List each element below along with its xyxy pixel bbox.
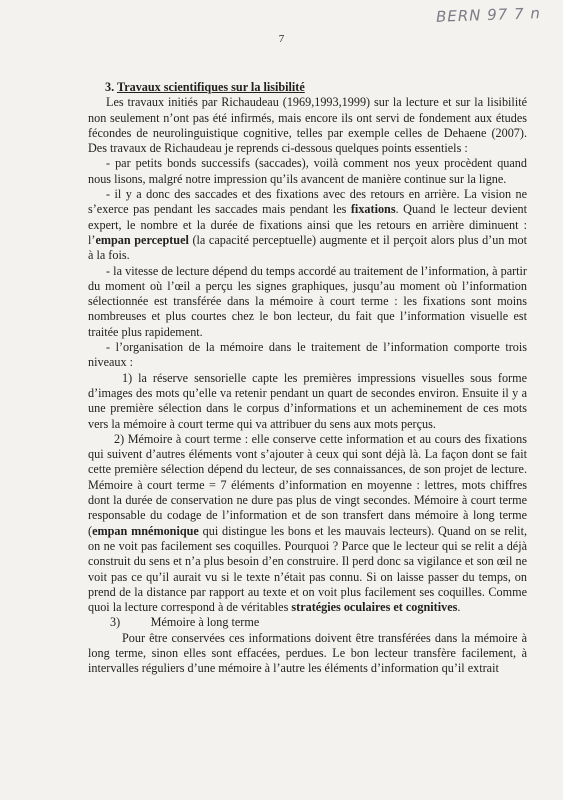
bullet-memory-organisation: - l’organisation de la mémoire dans le traitement de l’information comporte trois niveaux : (88, 340, 527, 370)
document-body (88, 80, 527, 677)
handwritten-annotation: BERN 97 7 n (435, 4, 542, 26)
level-2-short-term-memory: 2) Mémoire à court terme : elle conserve cette information et au cours des fixations qui suivent d’autres éléments vont s’ajouter à ceux qui sont déjà là. La façon dont se fait cette première sélection dépend du lecteur, de ses connaissances, de son projet de lecture. Mémoire à court terme = 7 éléments d’information en moyenne : lettres, mots chiffres dont la durée de conservation ne dure pas plus de vingt secondes. Mémoire à court terme responsable du codage de l’information et de son transfert dans mémoire à long terme (empan mnémonique qui distingue les bons et les mauvais lecteurs). Quand on se relit, on ne voit pas facilement ses coquilles. Pourquoi ? Parce que le lecteur qui se relit a déjà construit du sens et n’a plus besoin d’en construire. Il perd donc sa vigilance et son œil ne voit pas ce qu’il aurait vu si le texte n’était pas connu. Si on laisse passer du temps, on prend de la distance par rapport au texte et on voit plus facilement ses coquilles. Comme quoi la lecture correspond à de véritables stratégies oculaires et cognitives. (88, 431, 527, 615)
term-fixations: fixations (350, 202, 396, 217)
term-empan-mnemonique: empan mnémonique (92, 523, 199, 538)
term-strategies: stratégies oculaires et cognitives (291, 600, 458, 615)
intro-paragraph: Les travaux initiés par Richaudeau (1969,1993,1999) sur la lecture et sur la lisibilité non seulement n’ont pas été infirmés, mais encore ils ont servi de fondement aux études fécondes de neurolinguistique cognitive, telles par exemple celles de Dehaene (2007). Des travaux de Richaudeau je reprends ci-dessous quelques points essentiels : (88, 95, 527, 156)
page-number: 7 (278, 33, 285, 45)
section-heading (105, 80, 527, 95)
bullet-fixations: - il y a donc des saccades et des fixations avec des retours en arrière. La vision ne s’exerce pas pendant les saccades mais pendant les fixations. Quand le lecteur devient expert, le nombre et la durée de fixations ainsi que les retours en arrière diminuent : l’empan perceptuel (la capacité perceptuelle) augmente et il perçoit alors plus d’un mot à la fois. (88, 187, 528, 263)
section-title: Travaux scientifiques sur la lisibilité (116, 80, 305, 94)
bullet-reading-speed: - la vitesse de lecture dépend du temps accordé au traitement de l’information, à partir du moment où l’œil a perçu les signes graphiques, jusqu’au moment où l’information sélectionnée est transférée dans la mémoire à court terme : les fixations sont moins nombreuses et plus courtes chez le bon lecteur, du fait que l’information visuelle est traitée plus rapidement. (88, 263, 527, 339)
level-3-long-term-memory: Pour être conservées ces informations doivent être transférées dans la mémoire à long terme, sinon elles sont effacées, perdues. Le bon lecteur transfère facilement, à intervalles réguliers d’une mémoire à l’autre les éléments d’information qu’il extrait (88, 630, 527, 676)
level-3-heading: 3) Mémoire à long terme (110, 615, 260, 630)
bullet-saccades: - par petits bonds successifs (saccades), voilà comment nos yeux procèdent quand nous lisons, malgré notre impression qu’ils avancent de manière continue sur la ligne. (88, 156, 527, 186)
term-empan-perceptuel: empan perceptuel (95, 232, 189, 247)
section-number: 3. (105, 80, 115, 94)
level-1-sensory-reserve: 1) la réserve sensorielle capte les premières impressions visuelles sous forme d’images des mots qu’elle va retenir pendant un quart de secondes environ. Ensuite il y a une première sélection dans le corpus d’informations et un acheminement de ces mots vers la mémoire à court terme qui va attribuer du sens aux mots perçus. (88, 370, 527, 431)
